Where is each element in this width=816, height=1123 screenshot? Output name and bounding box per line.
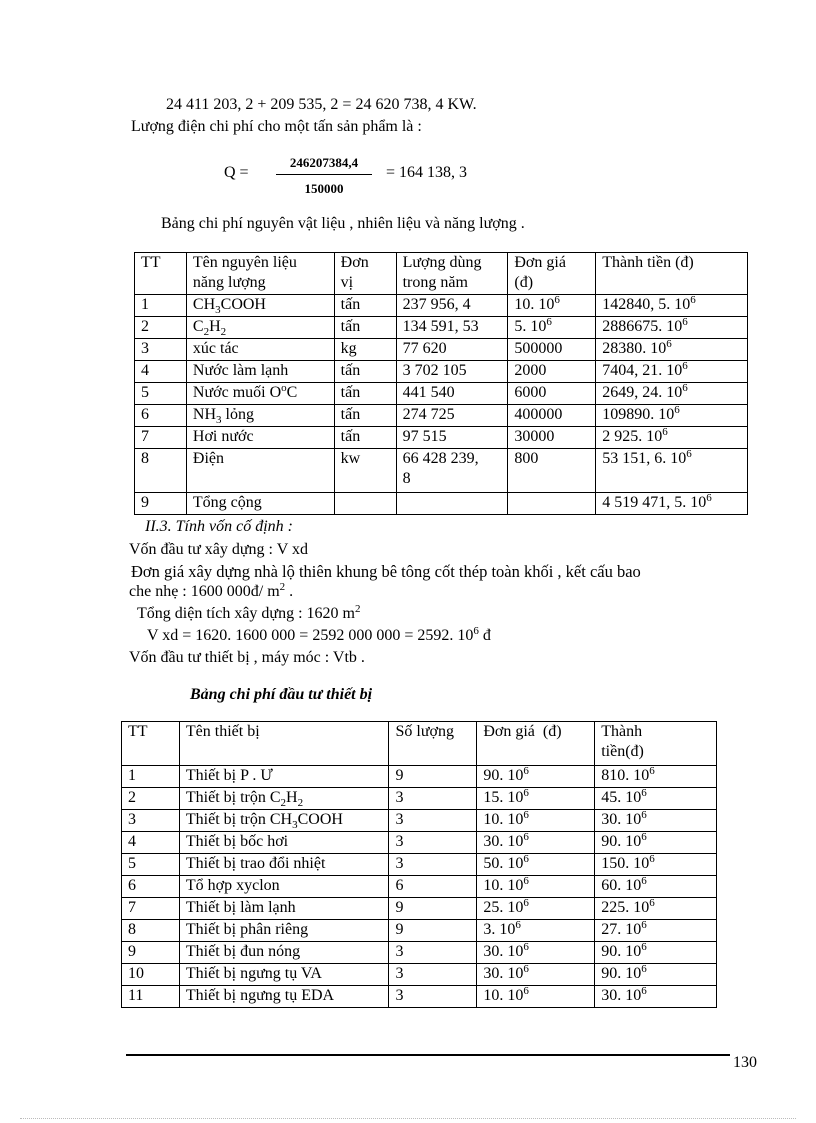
cell-total: 150. $10^6$ — [595, 854, 717, 876]
cell-total: 30. $10^6$ — [595, 810, 717, 832]
table-row — [122, 964, 717, 986]
cell-tt: 1 — [122, 766, 180, 788]
cell-qty: 237 956, 4 — [396, 295, 508, 317]
cell-total: 810. $10^6$ — [595, 766, 717, 788]
cell-total: 45. $10^6$ — [595, 788, 717, 810]
cell-name: Tổng cộng — [186, 493, 334, 515]
cell-price: 10. $10^6$ — [508, 295, 596, 317]
header-qty — [396, 253, 508, 295]
cell-tt: 6 — [135, 405, 187, 427]
table-row — [122, 810, 717, 832]
cell-qty: 3 — [389, 832, 477, 854]
cell-unit: kg — [334, 339, 396, 361]
header-qty: Số lượng — [389, 722, 477, 766]
cell-price: 10. $10^6$ — [477, 876, 595, 898]
cell-price: 50. $10^6$ — [477, 854, 595, 876]
cell-qty: 3 — [389, 854, 477, 876]
cell-tt: 9 — [122, 942, 180, 964]
cell-total: 4 519 471, 5. $10^6$ — [596, 493, 748, 515]
cell-price: 30. $10^6$ — [477, 942, 595, 964]
paragraph-invest-build: Vốn đầu tư xây dựng : V xd — [129, 541, 308, 558]
cell-name: Tổ hợp xyclon — [179, 876, 389, 898]
table-row — [135, 361, 748, 383]
cell-name: Thiết bị làm lạnh — [179, 898, 389, 920]
header-price-line1: Đơn giá — [514, 254, 566, 271]
cell-unit: tấn — [334, 405, 396, 427]
cell-qty: 3 702 105 — [396, 361, 508, 383]
q-label: Q = — [224, 164, 249, 181]
table-row — [122, 788, 717, 810]
materials-cost-table — [134, 252, 748, 515]
header-name: Tên thiết bị — [179, 722, 389, 766]
cell-price: 2000 — [508, 361, 596, 383]
header-name-line1: Tên nguyên liệu — [192, 254, 297, 271]
header-total: Thành tiền(đ) — [595, 722, 717, 766]
q-denominator: 150000 — [304, 181, 344, 196]
cell-price: 3. $10^6$ — [477, 920, 595, 942]
cell-unit: kw — [334, 449, 396, 493]
header-name — [186, 253, 334, 295]
cell-total: 90. $10^6$ — [595, 832, 717, 854]
cell-qty: 9 — [389, 920, 477, 942]
cell-total: 2 925. $10^6$ — [596, 427, 748, 449]
table-row — [122, 876, 717, 898]
table-row — [135, 383, 748, 405]
table-row — [122, 986, 717, 1008]
cell-name: $CH_3COOH$ — [186, 295, 334, 317]
q-result: = 164 138, 3 — [386, 164, 468, 181]
cell-name: Thiết bị ngưng tụ EDA — [179, 986, 389, 1008]
cell-tt: 11 — [122, 986, 180, 1008]
header-price — [508, 253, 596, 295]
section-heading: II.3. Tính vốn cố định : — [145, 518, 293, 535]
cell-name: Thiết bị trao đổi nhiệt — [179, 854, 389, 876]
cell-tt: 2 — [135, 317, 187, 339]
paragraph-area: Tổng diện tích xây dựng : 1620 $m^2$ — [137, 603, 361, 622]
table-row — [122, 920, 717, 942]
cell-total: 53 151, 6. $10^6$ — [596, 449, 748, 493]
paragraph-vxd: V xd = 1620. 1600 000 = 2592 000 000 = 2592. $10^6$ đ — [147, 625, 491, 644]
intro-q: Lượng điện chi phí cho một tấn sản phẩm là : — [131, 118, 422, 135]
table-row — [122, 898, 717, 920]
cell-total: 28380. $10^6$ — [596, 339, 748, 361]
header-unit — [334, 253, 396, 295]
paragraph-unit-price-1: Đơn giá xây dựng nhà lộ thiên khung bê tông cốt thép toàn khối , kết cấu bao — [131, 562, 641, 581]
cell-qty: 134 591, 53 — [396, 317, 508, 339]
cell-price: 10. $10^6$ — [477, 986, 595, 1008]
cell-tt: 1 — [135, 295, 187, 317]
cell-price: 25. $10^6$ — [477, 898, 595, 920]
cell-name: Điện — [186, 449, 334, 493]
table-row-total — [135, 493, 748, 515]
cell-price — [508, 493, 596, 515]
cell-qty — [396, 493, 508, 515]
table-row — [135, 317, 748, 339]
q-numerator: 246207384,4 — [276, 155, 372, 175]
cell-tt: 4 — [135, 361, 187, 383]
cell-unit: tấn — [334, 361, 396, 383]
cell-total: 7404, 21. $10^6$ — [596, 361, 748, 383]
cell-tt: 5 — [135, 383, 187, 405]
cell-price: 30000 — [508, 427, 596, 449]
cell-tt: 9 — [135, 493, 187, 515]
cell-unit: tấn — [334, 295, 396, 317]
table2-title: Bảng chi phí đầu tư thiết bị — [190, 686, 373, 703]
cell-name: Thiết bị trộn $CH_3COOH$ — [179, 810, 389, 832]
cell-qty: 9 — [389, 766, 477, 788]
cell-total: 90. $10^6$ — [595, 942, 717, 964]
header-tt: TT — [122, 722, 180, 766]
cell-total: 60. $10^6$ — [595, 876, 717, 898]
cell-tt: 4 — [122, 832, 180, 854]
cell-name: Thiết bị phân riêng — [179, 920, 389, 942]
cell-price: 15. $10^6$ — [477, 788, 595, 810]
table-row — [135, 405, 748, 427]
cell-name: $NH_3$ lỏng — [186, 405, 334, 427]
table-row — [135, 339, 748, 361]
cell-name: Hơi nước — [186, 427, 334, 449]
cell-unit: tấn — [334, 427, 396, 449]
cell-total: 142840, 5. $10^6$ — [596, 295, 748, 317]
cell-total: 2649, 24. $10^6$ — [596, 383, 748, 405]
header-name-line2: năng lượng — [192, 274, 266, 291]
header-total: Thành tiền (đ) — [596, 253, 748, 295]
cell-qty: 3 — [389, 810, 477, 832]
cell-tt: 7 — [135, 427, 187, 449]
table-row — [135, 427, 748, 449]
cell-price: 500000 — [508, 339, 596, 361]
cell-unit: tấn — [334, 317, 396, 339]
footer-rule — [126, 1054, 730, 1056]
cell-name: Thiết bị ngưng tụ VA — [179, 964, 389, 986]
cell-price: 90. $10^6$ — [477, 766, 595, 788]
table1-title: Bảng chi phí nguyên vật liệu , nhiên liệu và năng lượng . — [161, 215, 525, 232]
cell-name: Thiết bị P . Ư — [179, 766, 389, 788]
cell-total: 225. $10^6$ — [595, 898, 717, 920]
header-unit-line2: vị — [340, 274, 354, 291]
cell-tt: 2 — [122, 788, 180, 810]
table-row — [122, 854, 717, 876]
cell-price: 5. $10^6$ — [508, 317, 596, 339]
cell-name: xúc tác — [186, 339, 334, 361]
cell-name: Thiết bị bốc hơi — [179, 832, 389, 854]
cell-qty: 77 620 — [396, 339, 508, 361]
cell-name: Thiết bị trộn $C_2H_2$ — [179, 788, 389, 810]
cell-qty: 97 515 — [396, 427, 508, 449]
cell-name: Thiết bị đun nóng — [179, 942, 389, 964]
table-row — [122, 766, 717, 788]
header-price: Đơn giá (đ) — [477, 722, 595, 766]
cell-tt: 5 — [122, 854, 180, 876]
table-row — [122, 942, 717, 964]
cell-qty: 3 — [389, 788, 477, 810]
cell-price: 6000 — [508, 383, 596, 405]
cell-total: 30. $10^6$ — [595, 986, 717, 1008]
cell-tt: 8 — [122, 920, 180, 942]
cell-name: Nước làm lạnh — [186, 361, 334, 383]
cell-qty: 3 — [389, 942, 477, 964]
cell-name: $C_2H_2$ — [186, 317, 334, 339]
cell-total: 109890. $10^6$ — [596, 405, 748, 427]
equipment-cost-table — [121, 721, 717, 1008]
header-qty-line1: Lượng dùng — [402, 254, 482, 271]
cell-total: 2886675. $10^6$ — [596, 317, 748, 339]
cell-qty: 9 — [389, 898, 477, 920]
cell-price: 800 — [508, 449, 596, 493]
cell-unit — [334, 493, 396, 515]
header-qty-line2: trong năm — [402, 274, 468, 291]
cell-qty: 441 540 — [396, 383, 508, 405]
paragraph-unit-price-2: che nhẹ : 1600 000đ/ $m^2$ . — [129, 581, 294, 600]
cell-tt: 8 — [135, 449, 187, 493]
table-header-row — [135, 253, 748, 295]
q-fraction — [276, 155, 372, 197]
table-row — [135, 295, 748, 317]
header-price-line2: (đ) — [514, 274, 534, 291]
cell-tt: 3 — [135, 339, 187, 361]
calc-line: 24 411 203, 2 + 209 535, 2 = 24 620 738, 4 KW. — [166, 96, 477, 113]
cell-tt: 6 — [122, 876, 180, 898]
cell-qty: 66 428 239, 8 — [396, 449, 508, 493]
cell-unit: tấn — [334, 383, 396, 405]
header-unit-line1: Đơn — [340, 254, 369, 271]
page-bottom-border — [20, 1118, 796, 1119]
table-row — [135, 449, 748, 493]
cell-price: 30. $10^6$ — [477, 832, 595, 854]
cell-price: 30. $10^6$ — [477, 964, 595, 986]
header-tt: TT — [135, 253, 187, 295]
cell-price: 10. $10^6$ — [477, 810, 595, 832]
table-row — [122, 832, 717, 854]
cell-name: Nước muối $O^oC$ — [186, 383, 334, 405]
table-header-row — [122, 722, 717, 766]
page-number: 130 — [733, 1054, 757, 1071]
cell-qty: 3 — [389, 964, 477, 986]
cell-price: 400000 — [508, 405, 596, 427]
cell-qty: 274 725 — [396, 405, 508, 427]
cell-qty: 6 — [389, 876, 477, 898]
cell-tt: 3 — [122, 810, 180, 832]
cell-total: 27. $10^6$ — [595, 920, 717, 942]
cell-tt: 7 — [122, 898, 180, 920]
cell-tt: 10 — [122, 964, 180, 986]
paragraph-invest-equip: Vốn đầu tư thiết bị , máy móc : Vtb . — [129, 649, 365, 666]
cell-qty: 3 — [389, 986, 477, 1008]
cell-total: 90. $10^6$ — [595, 964, 717, 986]
